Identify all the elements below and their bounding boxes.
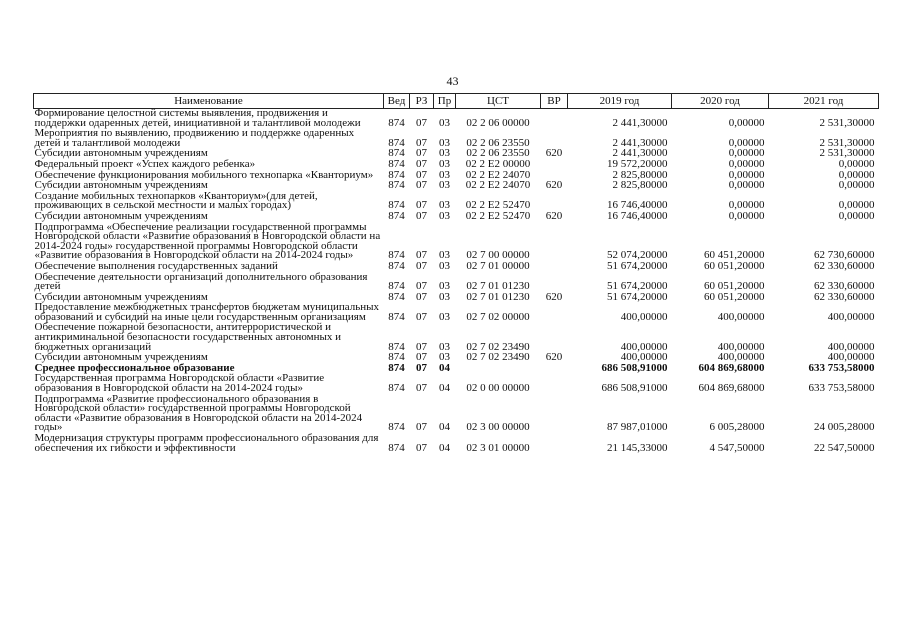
cell-vr <box>541 192 568 212</box>
cell-rz: 07 <box>416 249 427 262</box>
table-row <box>34 273 879 293</box>
cell-name: Федеральный проект «Успех каждого ребенка» <box>34 157 256 170</box>
cell-2019: 686 508,91000 <box>601 361 668 374</box>
cell-cst: 02 2 E2 52470 <box>465 199 531 212</box>
cell-rz: 07 <box>416 116 427 129</box>
cell-name: Модернизация структуры программ профессионального образования для обеспечения их гибкости и эффективности <box>34 432 379 454</box>
cell-2020: 0,00000 <box>728 136 765 149</box>
budget-table <box>33 93 879 454</box>
cell-name: Подпрограмма «Развитие профессионального образования в Новгородской области» государственной программы Новгородской области «Развитие образования в Новгородской области на 2014-2024 годы» <box>34 392 363 434</box>
cell-2019: 400,00000 <box>620 351 668 364</box>
cell-rz: 07 <box>416 361 427 374</box>
cell-2019: 2 825,80000 <box>612 168 668 181</box>
cell-ved: 874 <box>388 157 405 170</box>
table-row <box>34 323 879 353</box>
cell-pr: 03 <box>439 249 450 262</box>
cell-rz: 07 <box>416 157 427 170</box>
cell-2020: 0,00000 <box>728 147 765 160</box>
cell-pr: 04 <box>439 361 450 374</box>
cell-ved: 874 <box>388 340 405 353</box>
cell-2021: 24 005,28000 <box>814 421 875 434</box>
cell-2020: 400,00000 <box>717 310 765 323</box>
cell-2019: 51 674,20000 <box>607 280 668 293</box>
cell-pr: 03 <box>439 290 450 303</box>
header-2019: 2019 год <box>568 94 672 109</box>
cell-vr <box>541 273 568 293</box>
cell-name: Субсидии автономным учреждениям <box>34 351 208 364</box>
cell-rz: 07 <box>416 209 427 222</box>
cell-cst: 02 2 06 23550 <box>466 147 530 160</box>
cell-cst: 02 2 E2 24070 <box>465 179 531 192</box>
table-row <box>34 434 879 454</box>
cell-2019: 51 674,20000 <box>607 259 668 272</box>
cell-2021: 633 753,58000 <box>808 361 875 374</box>
cell-pr: 03 <box>439 199 450 212</box>
cell-name: Мероприятия по выявлению, продвижению и поддержке одаренных детей и талантливой молодежи <box>34 127 355 149</box>
cell-2020: 0,00000 <box>728 209 765 222</box>
cell-ved: 874 <box>388 116 405 129</box>
table-row <box>34 223 879 262</box>
cell-2020: 0,00000 <box>728 179 765 192</box>
cell-cst: 02 2 06 00000 <box>466 116 530 129</box>
cell-2020: 0,00000 <box>728 168 765 181</box>
cell-vr <box>541 374 568 394</box>
cell-ved: 874 <box>388 310 405 323</box>
cell-2021: 22 547,50000 <box>814 441 875 454</box>
cell-cst: 02 3 00 00000 <box>466 421 530 434</box>
cell-pr: 03 <box>439 116 450 129</box>
cell-pr: 03 <box>439 259 450 272</box>
cell-vr <box>541 434 568 454</box>
cell-2021: 400,00000 <box>827 310 875 323</box>
cell-ved: 874 <box>388 249 405 262</box>
cell-rz: 07 <box>416 421 427 434</box>
cell-pr: 04 <box>439 382 450 395</box>
cell-ved: 874 <box>388 259 405 272</box>
cell-pr: 03 <box>439 351 450 364</box>
cell-cst: 02 2 E2 00000 <box>465 157 531 170</box>
cell-name: Обеспечение выполнения государственных заданий <box>34 259 278 272</box>
cell-pr: 03 <box>439 147 450 160</box>
cell-rz: 07 <box>416 280 427 293</box>
cell-vr <box>541 129 568 149</box>
cell-vr <box>541 364 568 375</box>
cell-cst: 02 7 01 00000 <box>466 259 530 272</box>
cell-cst: 02 7 02 23490 <box>466 351 530 364</box>
cell-2020: 0,00000 <box>728 116 765 129</box>
cell-rz: 07 <box>416 441 427 454</box>
cell-ved: 874 <box>388 280 405 293</box>
cell-ved: 874 <box>388 136 405 149</box>
cell-pr: 03 <box>439 340 450 353</box>
header-ved: Вед <box>384 94 410 109</box>
cell-2021: 0,00000 <box>838 209 875 222</box>
cell-2021: 400,00000 <box>827 351 875 364</box>
cell-name: Субсидии автономным учреждениям <box>34 179 208 192</box>
cell-pr: 03 <box>439 136 450 149</box>
cell-2020: 0,00000 <box>728 157 765 170</box>
cell-cst: 02 7 01 01230 <box>466 280 530 293</box>
header-pr: Пр <box>434 94 456 109</box>
cell-2020: 400,00000 <box>717 340 765 353</box>
cell-2019: 2 825,80000 <box>612 179 668 192</box>
header-name: Наименование <box>34 94 384 109</box>
cell-2019: 686 508,91000 <box>601 382 668 395</box>
header-rz: РЗ <box>410 94 434 109</box>
cell-name: Субсидии автономным учреждениям <box>34 147 208 160</box>
header-2020: 2020 год <box>672 94 769 109</box>
cell-vr <box>541 160 568 171</box>
cell-2020: 4 547,50000 <box>709 441 765 454</box>
table-row <box>34 303 879 323</box>
cell-cst: 02 2 06 23550 <box>466 136 530 149</box>
cell-rz: 07 <box>416 147 427 160</box>
cell-pr: 04 <box>439 421 450 434</box>
table-row <box>34 109 879 130</box>
cell-vr: 620 <box>545 147 563 160</box>
header-2021: 2021 год <box>769 94 879 109</box>
cell-2020: 60 051,20000 <box>704 259 765 272</box>
cell-cst: 02 7 01 01230 <box>466 290 530 303</box>
cell-2019: 2 441,30000 <box>612 116 668 129</box>
cell-rz: 07 <box>416 290 427 303</box>
cell-2020: 60 051,20000 <box>704 290 765 303</box>
cell-ved: 874 <box>388 441 405 454</box>
cell-2021: 62 330,60000 <box>814 259 875 272</box>
cell-rz: 07 <box>416 199 427 212</box>
cell-2019: 2 441,30000 <box>612 147 668 160</box>
cell-rz: 07 <box>416 136 427 149</box>
cell-name: Обеспечение пожарной безопасности, антитеррористической и антикриминальной безопасности государственных автономных и бюджетных организаций <box>34 321 341 353</box>
cell-vr <box>541 303 568 323</box>
table-body <box>34 109 879 455</box>
cell-name: Среднее профессиональное образование <box>34 361 235 374</box>
cell-2019: 21 145,33000 <box>607 441 668 454</box>
cell-2021: 62 730,60000 <box>814 249 875 262</box>
cell-ved: 874 <box>388 351 405 364</box>
cell-pr: 03 <box>439 179 450 192</box>
cell-2021: 2 531,30000 <box>819 147 875 160</box>
cell-pr: 04 <box>439 441 450 454</box>
cell-2019: 400,00000 <box>620 310 668 323</box>
cell-name: Предоставление межбюджетных трансфертов бюджетам муниципальных образований и субсидий на иные цели государственным организациям <box>34 301 379 323</box>
table-row <box>34 395 879 434</box>
cell-ved: 874 <box>388 209 405 222</box>
cell-2021: 400,00000 <box>827 340 875 353</box>
cell-pr: 03 <box>439 168 450 181</box>
cell-2020: 604 869,68000 <box>698 361 765 374</box>
cell-name: Обеспечение функционирования мобильного технопарка «Кванториум» <box>34 168 374 181</box>
cell-ved: 874 <box>388 421 405 434</box>
cell-pr: 03 <box>439 209 450 222</box>
cell-rz: 07 <box>416 310 427 323</box>
page-number: 43 <box>446 74 459 88</box>
cell-rz: 07 <box>416 259 427 272</box>
cell-2021: 633 753,58000 <box>808 382 875 395</box>
cell-ved: 874 <box>388 290 405 303</box>
cell-vr: 620 <box>545 209 563 222</box>
cell-vr: 620 <box>545 351 563 364</box>
cell-2020: 400,00000 <box>717 351 765 364</box>
cell-2021: 0,00000 <box>838 168 875 181</box>
cell-ved: 874 <box>388 382 405 395</box>
header-vr: ВР <box>541 94 568 109</box>
cell-rz: 07 <box>416 351 427 364</box>
cell-vr <box>541 395 568 434</box>
cell-rz: 07 <box>416 168 427 181</box>
cell-2021: 0,00000 <box>838 179 875 192</box>
cell-vr <box>541 109 568 130</box>
cell-cst: 02 7 00 00000 <box>466 249 530 262</box>
cell-ved: 874 <box>388 168 405 181</box>
cell-rz: 07 <box>416 340 427 353</box>
cell-name: Подпрограмма «Обеспечение реализации государственной программы Новгородской области «Развитие образования в Новгородской области на 2014-2024 годы» государственной программы Новгородской области «Развитие образования в Новгородской области на 2014-2024 годы» <box>34 220 381 262</box>
cell-ved: 874 <box>388 199 405 212</box>
cell-2021: 2 531,30000 <box>819 136 875 149</box>
cell-cst <box>456 364 541 375</box>
cell-rz: 07 <box>416 179 427 192</box>
cell-ved: 874 <box>388 147 405 160</box>
cell-2019: 16 746,40000 <box>607 199 668 212</box>
cell-2019: 2 441,30000 <box>612 136 668 149</box>
cell-vr <box>541 323 568 353</box>
cell-vr <box>541 223 568 262</box>
cell-ved: 874 <box>388 179 405 192</box>
cell-cst: 02 2 E2 24070 <box>465 168 531 181</box>
cell-name: Формирование целостной системы выявления, продвижения и поддержки одаренных детей, инициативной и талантливой молодежи <box>34 107 361 129</box>
cell-ved: 874 <box>388 361 405 374</box>
cell-2021: 62 330,60000 <box>814 280 875 293</box>
cell-cst: 02 2 E2 52470 <box>465 209 531 222</box>
cell-name: Обеспечение деятельности организаций дополнительного образования детей <box>34 270 368 293</box>
cell-name: Государственная программа Новгородской области «Развитие образования в Новгородской области на 2014-2024 годы» <box>34 372 325 395</box>
cell-2020: 60 451,20000 <box>704 249 765 262</box>
cell-rz: 07 <box>416 382 427 395</box>
cell-vr: 620 <box>545 290 563 303</box>
cell-vr: 620 <box>545 179 563 192</box>
table-row <box>34 129 879 149</box>
cell-pr: 03 <box>439 280 450 293</box>
header-cst: ЦСТ <box>456 94 541 109</box>
cell-2021: 0,00000 <box>838 157 875 170</box>
cell-2019: 52 074,20000 <box>607 249 668 262</box>
cell-2019: 87 987,01000 <box>607 421 668 434</box>
cell-2021: 62 330,60000 <box>814 290 875 303</box>
cell-2020: 60 051,20000 <box>704 280 765 293</box>
cell-2021: 2 531,30000 <box>819 116 875 129</box>
cell-cst: 02 0 00 00000 <box>466 382 530 395</box>
cell-2019: 51 674,20000 <box>607 290 668 303</box>
cell-cst: 02 7 02 00000 <box>466 310 530 323</box>
cell-cst: 02 3 01 00000 <box>466 441 530 454</box>
cell-2019: 400,00000 <box>620 340 668 353</box>
cell-pr: 03 <box>439 310 450 323</box>
cell-cst: 02 7 02 23490 <box>466 340 530 353</box>
cell-name: Создание мобильных технопарков «Кванториум»(для детей, проживающих в сельской местности и малых городах) <box>34 189 318 212</box>
cell-name: Субсидии автономным учреждениям <box>34 290 208 303</box>
cell-2020: 0,00000 <box>728 199 765 212</box>
table-row <box>34 374 879 394</box>
cell-2021: 0,00000 <box>838 199 875 212</box>
cell-vr <box>541 262 568 273</box>
cell-2019: 16 746,40000 <box>607 209 668 222</box>
cell-2020: 604 869,68000 <box>698 382 765 395</box>
cell-2020: 6 005,28000 <box>709 421 765 434</box>
cell-pr: 03 <box>439 157 450 170</box>
cell-2019: 19 572,20000 <box>607 157 668 170</box>
cell-name: Субсидии автономным учреждениям <box>34 209 208 222</box>
table-row <box>34 192 879 212</box>
